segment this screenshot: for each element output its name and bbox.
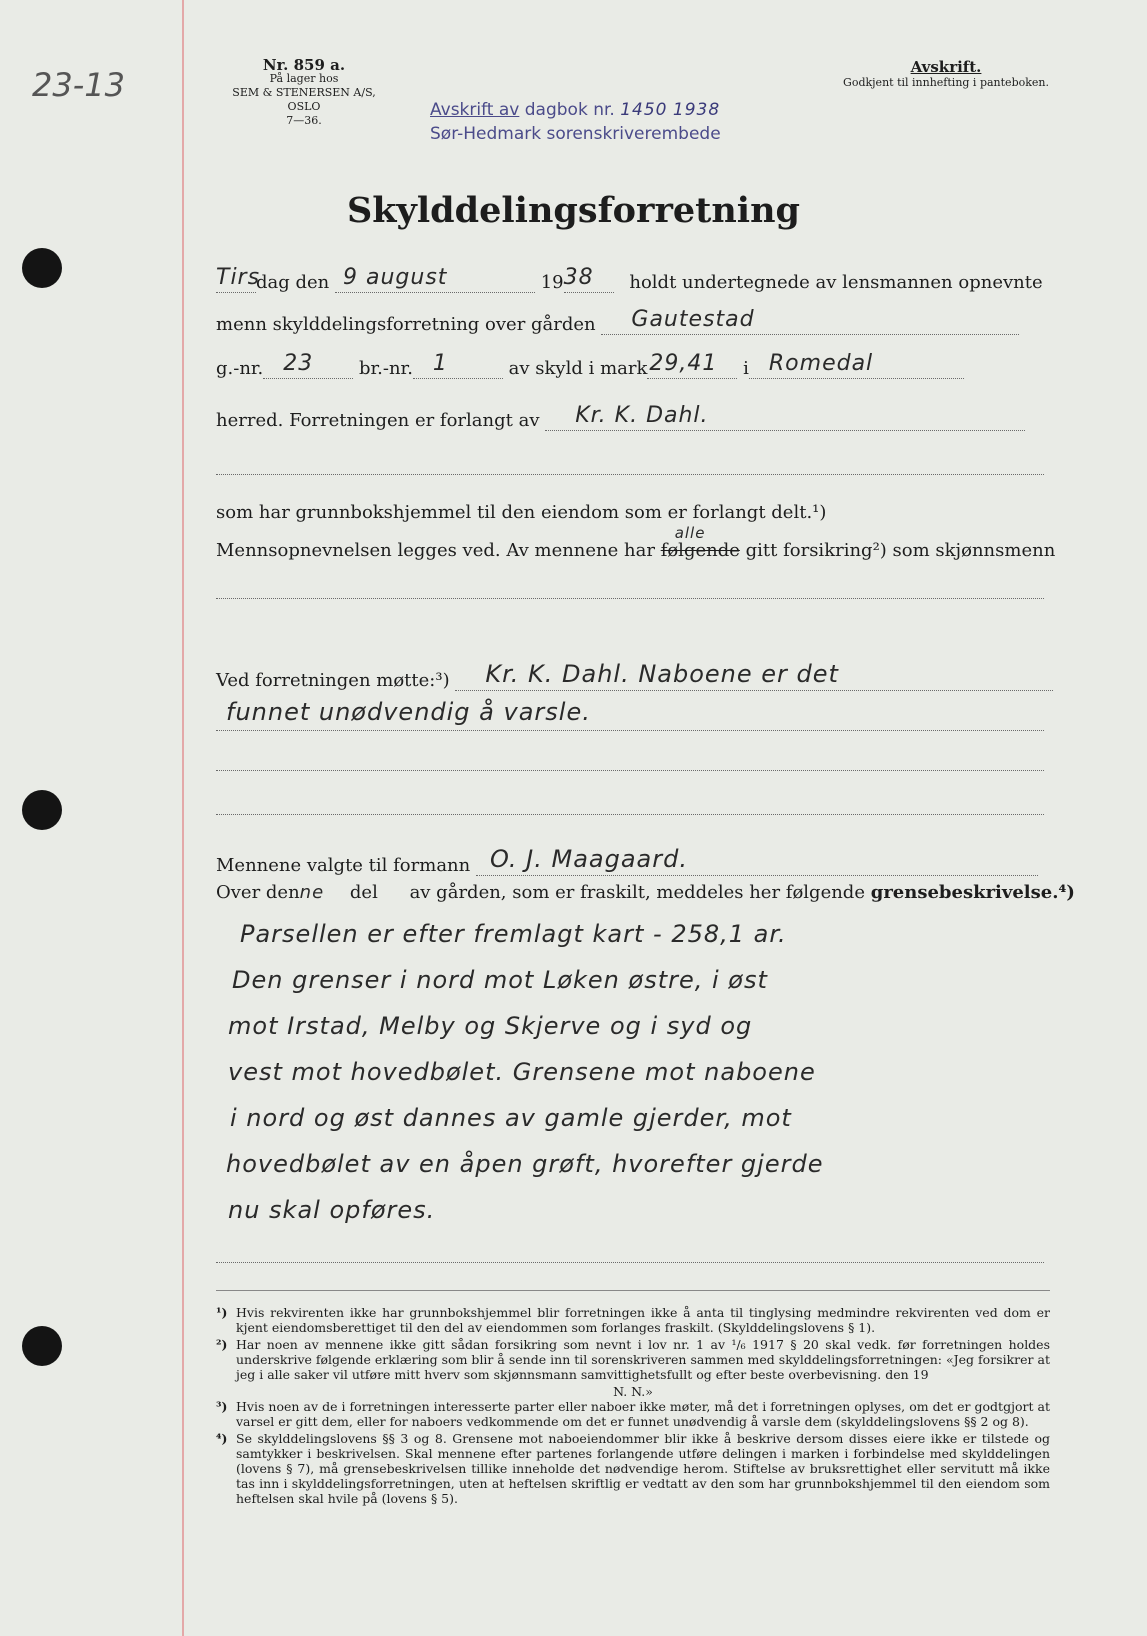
grunnbok-line — [216, 502, 1044, 542]
property-line — [216, 348, 1044, 388]
menn-text-1: Mennsopnevnelsen legges ved. Av mennene har — [216, 540, 655, 561]
farm-value: Gautestad — [631, 307, 755, 332]
menn-line — [216, 524, 1056, 580]
footnote: ³) Hvis noen av de i forretningen interesserte parter eller naboer ikke møter, må det i forretningen oplyses, om det er godtgjort at varsel er gitt dem, eller for naboers vedkommende om det er funnet unødvendig å varsle dem (skylddelingslovens §§ 2 og 8). — [216, 1399, 1050, 1429]
blank-line — [216, 1262, 1044, 1263]
blank-line — [216, 598, 1044, 599]
i-label: i — [743, 358, 749, 379]
held-text: holdt undertegnede av lensmannen opnevnte — [629, 272, 1043, 293]
document-title: Skylddelingsforretning — [347, 190, 800, 231]
farm-label: menn skylddelingsforretning over gården — [216, 314, 596, 335]
over-text-1: Over den — [216, 882, 300, 903]
struck-word: følgende — [660, 540, 740, 561]
description-line: nu skal opføres. — [228, 1196, 436, 1224]
over-text-3: av gården, som er fraskilt, meddeles her følgende — [409, 882, 865, 903]
stamp-dagbok-number: 1450 — [620, 100, 668, 120]
stamp-office: Sør-Hedmark sorenskriverembede — [430, 124, 721, 144]
gnr-label: g.-nr. — [216, 358, 264, 379]
footnote: ⁴) Se skylddelingslovens §§ 3 og 8. Grensene mot naboeiendommer blir ikke å beskrive dersom disses eiere ikke er tilstede og samtykker i beskrivelsen. Skal mennene efter partenes forlangende utføre delingen i marken i forbindelse med skylddelingen (lovens § 7), må grensebeskrivelsen tillike inneholde det nødvendige herom. Stiftelse av bruksrettighet eller servitutt må ikke tas inn i skylddelingsforretningen, uten at heftelsen skriftlig er vedtatt av den som har grunnbokshjemmel til den eiendom som heftelsen skal hvile på (lovens § 5). — [216, 1431, 1050, 1506]
description-line: vest mot hovedbølet. Grensene mot naboene — [228, 1058, 816, 1086]
grense-intro-line — [216, 882, 1075, 922]
skyld-label: av skyld i mark — [508, 358, 648, 379]
blank-line — [216, 474, 1044, 475]
requested-by: Kr. K. Dahl. — [575, 403, 709, 428]
stamp-year: 1938 — [672, 100, 721, 120]
grunnbok-text: som har grunnbokshjemmel til den eiendom som er forlangt delt.¹) — [216, 502, 827, 523]
avskrift-subtitle: Godkjent til innhefting i panteboken. — [843, 76, 1049, 89]
herred-label: herred. Forretningen er forlangt av — [216, 410, 540, 431]
brnr-value: 1 — [432, 351, 448, 376]
description-line: mot Irstad, Melby og Skjerve og i syd og — [228, 1012, 753, 1040]
farm-line — [216, 304, 1044, 344]
form-number: Nr. 859 a. — [262, 56, 346, 74]
menn-text-2: gitt forsikring²) som skjønnsmenn — [745, 540, 1056, 561]
year-suffix: 38 — [563, 265, 594, 290]
brnr-label: br.-nr. — [359, 358, 413, 379]
herred-name: Romedal — [768, 351, 874, 376]
description-line: Den grenser i nord mot Løken østre, i øst — [232, 966, 768, 994]
gnr-value: 23 — [283, 351, 314, 376]
punch-hole — [22, 1326, 62, 1366]
formann-label: Mennene valgte til formann — [216, 855, 471, 876]
footnote: ²) Har noen av mennene ikke gitt sådan forsikring som nevnt i lov nr. 1 av ¹/₆ 1917 § 20 skal vedk. før forretningen holdes underskrive følgende erklæring som blir å sende inn til sorenskriveren sammen med skylddelingsforretningen: «Jeg forsikrer at jeg i alle saker vil utføre mitt hverv som skjønnsmann samvittighetsfullt og efter beste overbevisning. den 19 — [216, 1337, 1050, 1382]
avskrift-block — [843, 58, 1049, 89]
blank-line — [216, 814, 1044, 815]
day-label: dag den — [256, 272, 330, 293]
stamp-dagbok-label: dagbok nr. — [524, 100, 615, 120]
date-line — [216, 262, 1044, 302]
footnote-separator — [216, 1290, 1050, 1291]
footnotes — [216, 1305, 1050, 1508]
mote-line-2: funnet unødvendig å varsle. — [226, 698, 591, 726]
avskrift-title: Avskrift. — [910, 58, 982, 76]
year-prefix: 19 — [540, 272, 564, 293]
grense-label: grensebeskrivelse.⁴) — [870, 882, 1075, 903]
formann-line — [216, 845, 1044, 885]
publisher-line: På lager hos — [269, 72, 339, 85]
pencil-note: 23-13 — [32, 66, 125, 104]
footnote-signature: N. N.» — [613, 1384, 653, 1399]
punch-hole — [22, 790, 62, 830]
office-stamp — [430, 98, 721, 146]
description-line: i nord og øst dannes av gamle gjerder, mot — [230, 1104, 792, 1132]
punch-hole — [22, 248, 62, 288]
margin-line — [182, 0, 184, 1636]
over-handwritten: ne — [299, 882, 325, 903]
description-line: Parsellen er efter fremlagt kart - 258,1 ar. — [240, 920, 787, 948]
stamp-prefix: Avskrift av — [430, 100, 520, 120]
footnote: ¹) Hvis rekvirenten ikke har grunnbokshjemmel blir forretningen ikke å anta til tinglysing medmindre rekvirenten ved dom er kjent eiendomsberettiget til den del av eiendommen som forlanges fraskilt. (Skylddelingslovens § 1). — [216, 1305, 1050, 1335]
date-value: 9 august — [343, 265, 448, 290]
formann-value: O. J. Maagaard. — [489, 845, 688, 873]
blank-line — [216, 770, 1044, 771]
requester-line — [216, 400, 1044, 440]
skyld-value: 29,41 — [649, 351, 718, 376]
form-number-block — [224, 58, 384, 128]
day-prefix: Tirs — [216, 265, 261, 290]
publisher-name: SEM & STENERSEN A/S, OSLO — [232, 86, 376, 113]
mote-continuation — [216, 690, 1044, 731]
description-line: hovedbølet av en åpen grøft, hvorefter gjerde — [226, 1150, 824, 1178]
mote-label: Ved forretningen møtte:³) — [216, 670, 450, 691]
mote-line-1: Kr. K. Dahl. Naboene er det — [485, 660, 839, 688]
inserted-word: alle — [674, 524, 706, 542]
form-edition: 7—36. — [286, 114, 322, 127]
over-text-2: del — [349, 882, 378, 903]
